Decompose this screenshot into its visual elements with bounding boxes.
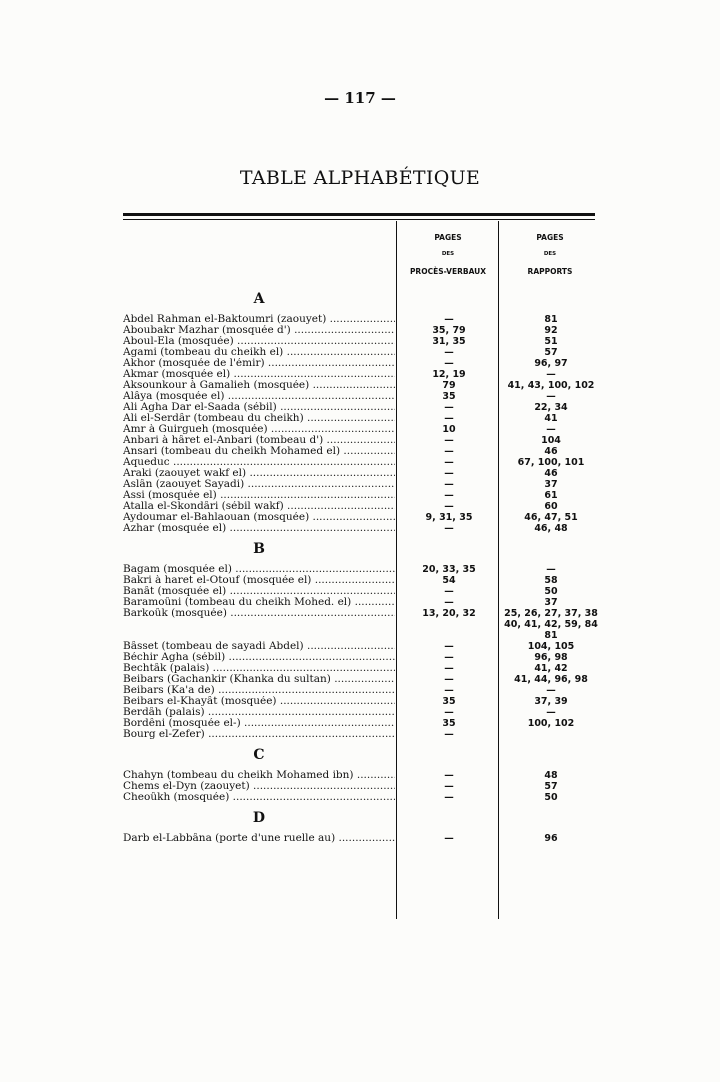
entry-pages-proces-verbaux: — bbox=[444, 586, 454, 597]
entry-pages-rapports: 41, 44, 96, 98 bbox=[514, 674, 588, 685]
column-header-rapports bbox=[500, 229, 600, 280]
entry-name: Agami (tombeau du cheikh el) ..... bbox=[123, 347, 395, 358]
index-entry-row bbox=[123, 707, 605, 718]
entry-name: Aksounkour à Gamalieh (mosquée) ..... bbox=[123, 380, 395, 391]
entry-pages-proces-verbaux: — bbox=[444, 597, 454, 608]
index-entry-row bbox=[123, 490, 605, 501]
entry-pages-rapports: 46, 48 bbox=[534, 523, 568, 534]
index-entry-row bbox=[123, 608, 605, 619]
entry-pages-proces-verbaux: 54 bbox=[442, 575, 456, 586]
entry-pages-rapports: 37 bbox=[544, 479, 558, 490]
index-entry-row bbox=[123, 380, 605, 391]
entry-pages-proces-verbaux: — bbox=[444, 435, 454, 446]
index-entry-row bbox=[123, 435, 605, 446]
index-entry-row bbox=[123, 641, 605, 652]
index-entry-row bbox=[123, 523, 605, 534]
entry-pages-rapports: 41, 43, 100, 102 bbox=[507, 380, 595, 391]
entry-pages-rapports: 41, 42 bbox=[534, 663, 568, 674]
entry-pages-proces-verbaux: — bbox=[444, 347, 454, 358]
entry-pages-rapports: 41 bbox=[544, 413, 558, 424]
entry-pages-proces-verbaux: 10 bbox=[442, 424, 456, 435]
index-entry-row bbox=[123, 336, 605, 347]
entry-pages-rapports: 96, 97 bbox=[534, 358, 568, 369]
section-letter: D bbox=[252, 810, 266, 826]
index-entry-row bbox=[123, 696, 605, 707]
entry-name: Alâya (mosquée el) ..... bbox=[123, 391, 395, 402]
entry-pages-proces-verbaux: — bbox=[444, 707, 454, 718]
entry-name: Akhor (mosquée de l'émir) ..... bbox=[123, 358, 395, 369]
index-entry-row bbox=[123, 619, 605, 630]
entry-name: Chahyn (tombeau du cheikh Mohamed ibn) ..... bbox=[123, 770, 395, 781]
entry-pages-proces-verbaux: — bbox=[444, 729, 454, 740]
column-header-line: PAGES bbox=[536, 233, 564, 242]
entry-name: Bâsset (tombeau de sayadi Abdel) ..... bbox=[123, 641, 395, 652]
header-rule-thin bbox=[123, 219, 595, 220]
entry-pages-proces-verbaux: 31, 35 bbox=[432, 336, 466, 347]
entry-name: Beibars el-Khayât (mosquée) ..... bbox=[123, 696, 395, 707]
entry-pages-proces-verbaux: 35 bbox=[442, 718, 456, 729]
index-entry-row bbox=[123, 718, 605, 729]
entry-name: Beibars (Gachankir (Khanka du sultan) ..... bbox=[123, 674, 395, 685]
entry-pages-rapports: — bbox=[546, 685, 556, 696]
entry-name: Araki (zaouyet wakf el) ..... bbox=[123, 468, 395, 479]
index-entry-row bbox=[123, 424, 605, 435]
entry-pages-rapports: 51 bbox=[544, 336, 558, 347]
entry-name: Aboul-Ela (mosquée) ..... bbox=[123, 336, 395, 347]
entry-pages-rapports: 50 bbox=[544, 586, 558, 597]
column-header-proces-verbaux bbox=[398, 229, 498, 280]
index-entry-row bbox=[123, 792, 605, 803]
entry-pages-rapports: 50 bbox=[544, 792, 558, 803]
entry-pages-rapports: — bbox=[546, 707, 556, 718]
index-entry-row bbox=[123, 358, 605, 369]
index-entry-row bbox=[123, 586, 605, 597]
entry-pages-proces-verbaux: — bbox=[444, 402, 454, 413]
entry-pages-proces-verbaux: — bbox=[444, 674, 454, 685]
entry-pages-rapports: 46 bbox=[544, 446, 558, 457]
entry-pages-rapports: 46, 47, 51 bbox=[524, 512, 578, 523]
index-entry-row bbox=[123, 391, 605, 402]
entry-pages-proces-verbaux: 20, 33, 35 bbox=[422, 564, 476, 575]
entry-pages-rapports: 57 bbox=[544, 781, 558, 792]
entry-pages-rapports: — bbox=[546, 369, 556, 380]
entry-pages-proces-verbaux: 35, 79 bbox=[432, 325, 466, 336]
entry-pages-rapports: 92 bbox=[544, 325, 558, 336]
entry-pages-proces-verbaux: — bbox=[444, 413, 454, 424]
entry-name: Barkoûk (mosquée) ..... bbox=[123, 608, 395, 619]
entry-pages-proces-verbaux: 79 bbox=[442, 380, 456, 391]
index-entry-row bbox=[123, 833, 605, 844]
entry-name: Darb el-Labbâna (porte d'une ruelle au) ..... bbox=[123, 833, 395, 844]
index-entry-row bbox=[123, 597, 605, 608]
entry-pages-rapports: 37, 39 bbox=[534, 696, 568, 707]
entry-pages-proces-verbaux: — bbox=[444, 479, 454, 490]
entry-pages-proces-verbaux: — bbox=[444, 641, 454, 652]
entry-pages-rapports: 40, 41, 42, 59, 84 bbox=[504, 619, 598, 630]
index-entry-row bbox=[123, 468, 605, 479]
column-header-line: PROCÈS-VERBAUX bbox=[409, 267, 487, 276]
entry-name: Bourg el-Zefer) ..... bbox=[123, 729, 395, 740]
entry-name: Anbari à hâret el-Anbari (tombeau d') ..... bbox=[123, 435, 395, 446]
entry-pages-proces-verbaux: — bbox=[444, 358, 454, 369]
entry-name: Bakri à haret el-Otouf (mosquée el) ..... bbox=[123, 575, 395, 586]
index-table bbox=[123, 290, 605, 850]
entry-pages-rapports: — bbox=[546, 424, 556, 435]
entry-name: Cheoûkh (mosquée) ..... bbox=[123, 792, 395, 803]
entry-name: Aydoumar el-Bahlaouan (mosquée) ..... bbox=[123, 512, 395, 523]
entry-pages-proces-verbaux: — bbox=[444, 770, 454, 781]
entry-pages-proces-verbaux: 9, 31, 35 bbox=[425, 512, 473, 523]
entry-name: Berdâh (palais) ..... bbox=[123, 707, 395, 718]
entry-pages-proces-verbaux: — bbox=[444, 501, 454, 512]
index-entry-row bbox=[123, 575, 605, 586]
entry-name: Aqueduc ..... bbox=[123, 457, 395, 468]
index-entry-row bbox=[123, 512, 605, 523]
column-header-line: RAPPORTS bbox=[527, 267, 573, 276]
entry-pages-rapports: 61 bbox=[544, 490, 558, 501]
index-entry-row bbox=[123, 413, 605, 424]
page-title: TABLE ALPHABÉTIQUE bbox=[239, 167, 481, 189]
entry-name: Beibars (Ka'a de) ..... bbox=[123, 685, 395, 696]
index-entry-row bbox=[123, 457, 605, 468]
entry-name: Amr à Guirgueh (mosquée) ..... bbox=[123, 424, 395, 435]
entry-pages-proces-verbaux: — bbox=[444, 446, 454, 457]
index-entry-row bbox=[123, 347, 605, 358]
entry-pages-rapports: 25, 26, 27, 37, 38 bbox=[504, 608, 598, 619]
index-entry-row bbox=[123, 630, 605, 641]
entry-pages-proces-verbaux: — bbox=[444, 652, 454, 663]
entry-name: Atalla el-Skondâri (sébil wakf) ..... bbox=[123, 501, 395, 512]
entry-pages-proces-verbaux: 35 bbox=[442, 696, 456, 707]
section-letter: B bbox=[253, 541, 265, 557]
column-header-line: DES bbox=[441, 251, 455, 257]
entry-name: Ali Agha Dar el-Saada (sébil) ..... bbox=[123, 402, 395, 413]
index-entry-row bbox=[123, 770, 605, 781]
entry-pages-proces-verbaux: 13, 20, 32 bbox=[422, 608, 476, 619]
entry-pages-rapports: 104 bbox=[541, 435, 561, 446]
index-entry-row bbox=[123, 501, 605, 512]
index-entry-row bbox=[123, 729, 605, 740]
entry-pages-rapports: 67, 100, 101 bbox=[517, 457, 585, 468]
index-entry-row bbox=[123, 369, 605, 380]
index-entry-row bbox=[123, 781, 605, 792]
entry-name: Bechtâk (palais) ..... bbox=[123, 663, 395, 674]
entry-pages-proces-verbaux: — bbox=[444, 833, 454, 844]
entry-pages-proces-verbaux: — bbox=[444, 457, 454, 468]
entry-name: Ansari (tombeau du cheikh Mohamed el) ..... bbox=[123, 446, 395, 457]
index-entry-row bbox=[123, 564, 605, 575]
entry-pages-proces-verbaux: — bbox=[444, 468, 454, 479]
entry-name: Bagam (mosquée el) ..... bbox=[123, 564, 395, 575]
entry-pages-proces-verbaux: — bbox=[444, 490, 454, 501]
entry-pages-proces-verbaux: — bbox=[444, 792, 454, 803]
entry-pages-rapports: 100, 102 bbox=[527, 718, 575, 729]
index-entry-row bbox=[123, 402, 605, 413]
index-entry-row bbox=[123, 685, 605, 696]
entry-pages-rapports: 57 bbox=[544, 347, 558, 358]
entry-pages-proces-verbaux: — bbox=[444, 523, 454, 534]
entry-pages-rapports: 22, 34 bbox=[534, 402, 568, 413]
entry-pages-rapports: 60 bbox=[544, 501, 558, 512]
entry-pages-rapports: 96, 98 bbox=[534, 652, 568, 663]
entry-pages-proces-verbaux: 35 bbox=[442, 391, 456, 402]
column-header-line: PAGES bbox=[434, 233, 462, 242]
entry-pages-rapports: 46 bbox=[544, 468, 558, 479]
entry-pages-rapports: 81 bbox=[544, 314, 558, 325]
entry-pages-rapports: — bbox=[546, 391, 556, 402]
header-rule-thick bbox=[123, 213, 595, 216]
index-entry-row bbox=[123, 314, 605, 325]
entry-pages-rapports: 81 bbox=[544, 630, 558, 641]
entry-pages-proces-verbaux: — bbox=[444, 663, 454, 674]
index-entry-row bbox=[123, 325, 605, 336]
entry-name: Béchir Agha (sébil) ..... bbox=[123, 652, 395, 663]
index-entry-row bbox=[123, 479, 605, 490]
entry-name: Azhar (mosquée el) ..... bbox=[123, 523, 395, 534]
index-entry-row bbox=[123, 674, 605, 685]
entry-name: Abdel Rahman el-Baktoumri (zaouyet) ..... bbox=[123, 314, 395, 325]
entry-pages-rapports: 48 bbox=[544, 770, 558, 781]
entry-pages-proces-verbaux: 12, 19 bbox=[432, 369, 466, 380]
entry-name: Banât (mosquée el) ..... bbox=[123, 586, 395, 597]
entry-pages-rapports: 104, 105 bbox=[527, 641, 575, 652]
section-letter: A bbox=[253, 291, 265, 307]
entry-name: Bordêni (mosquée el-) ..... bbox=[123, 718, 395, 729]
page-number: — 117 — bbox=[324, 89, 396, 107]
entry-name: Ali el-Serdâr (tombeau du cheikh) ..... bbox=[123, 413, 395, 424]
entry-pages-rapports: 37 bbox=[544, 597, 558, 608]
index-entry-row bbox=[123, 652, 605, 663]
entry-name: Aslân (zaouyet Sayadi) ..... bbox=[123, 479, 395, 490]
entry-pages-proces-verbaux: — bbox=[444, 314, 454, 325]
section-letter: C bbox=[253, 747, 265, 763]
index-entry-row bbox=[123, 446, 605, 457]
column-header-line: DES bbox=[543, 251, 557, 257]
index-entry-row bbox=[123, 663, 605, 674]
entry-name: Assi (mosquée el) ..... bbox=[123, 490, 395, 501]
entry-pages-rapports: 58 bbox=[544, 575, 558, 586]
entry-name: Chems el-Dyn (zaouyet) ..... bbox=[123, 781, 395, 792]
entry-pages-proces-verbaux: — bbox=[444, 685, 454, 696]
entry-name: Baramoûni (tombeau du cheikh Mohed. el) ..... bbox=[123, 597, 395, 608]
entry-pages-rapports: — bbox=[546, 564, 556, 575]
entry-name: Akmar (mosquée el) ..... bbox=[123, 369, 395, 380]
entry-pages-rapports: 96 bbox=[544, 833, 558, 844]
entry-name: Aboubakr Mazhar (mosquée d') ..... bbox=[123, 325, 395, 336]
entry-pages-proces-verbaux: — bbox=[444, 781, 454, 792]
